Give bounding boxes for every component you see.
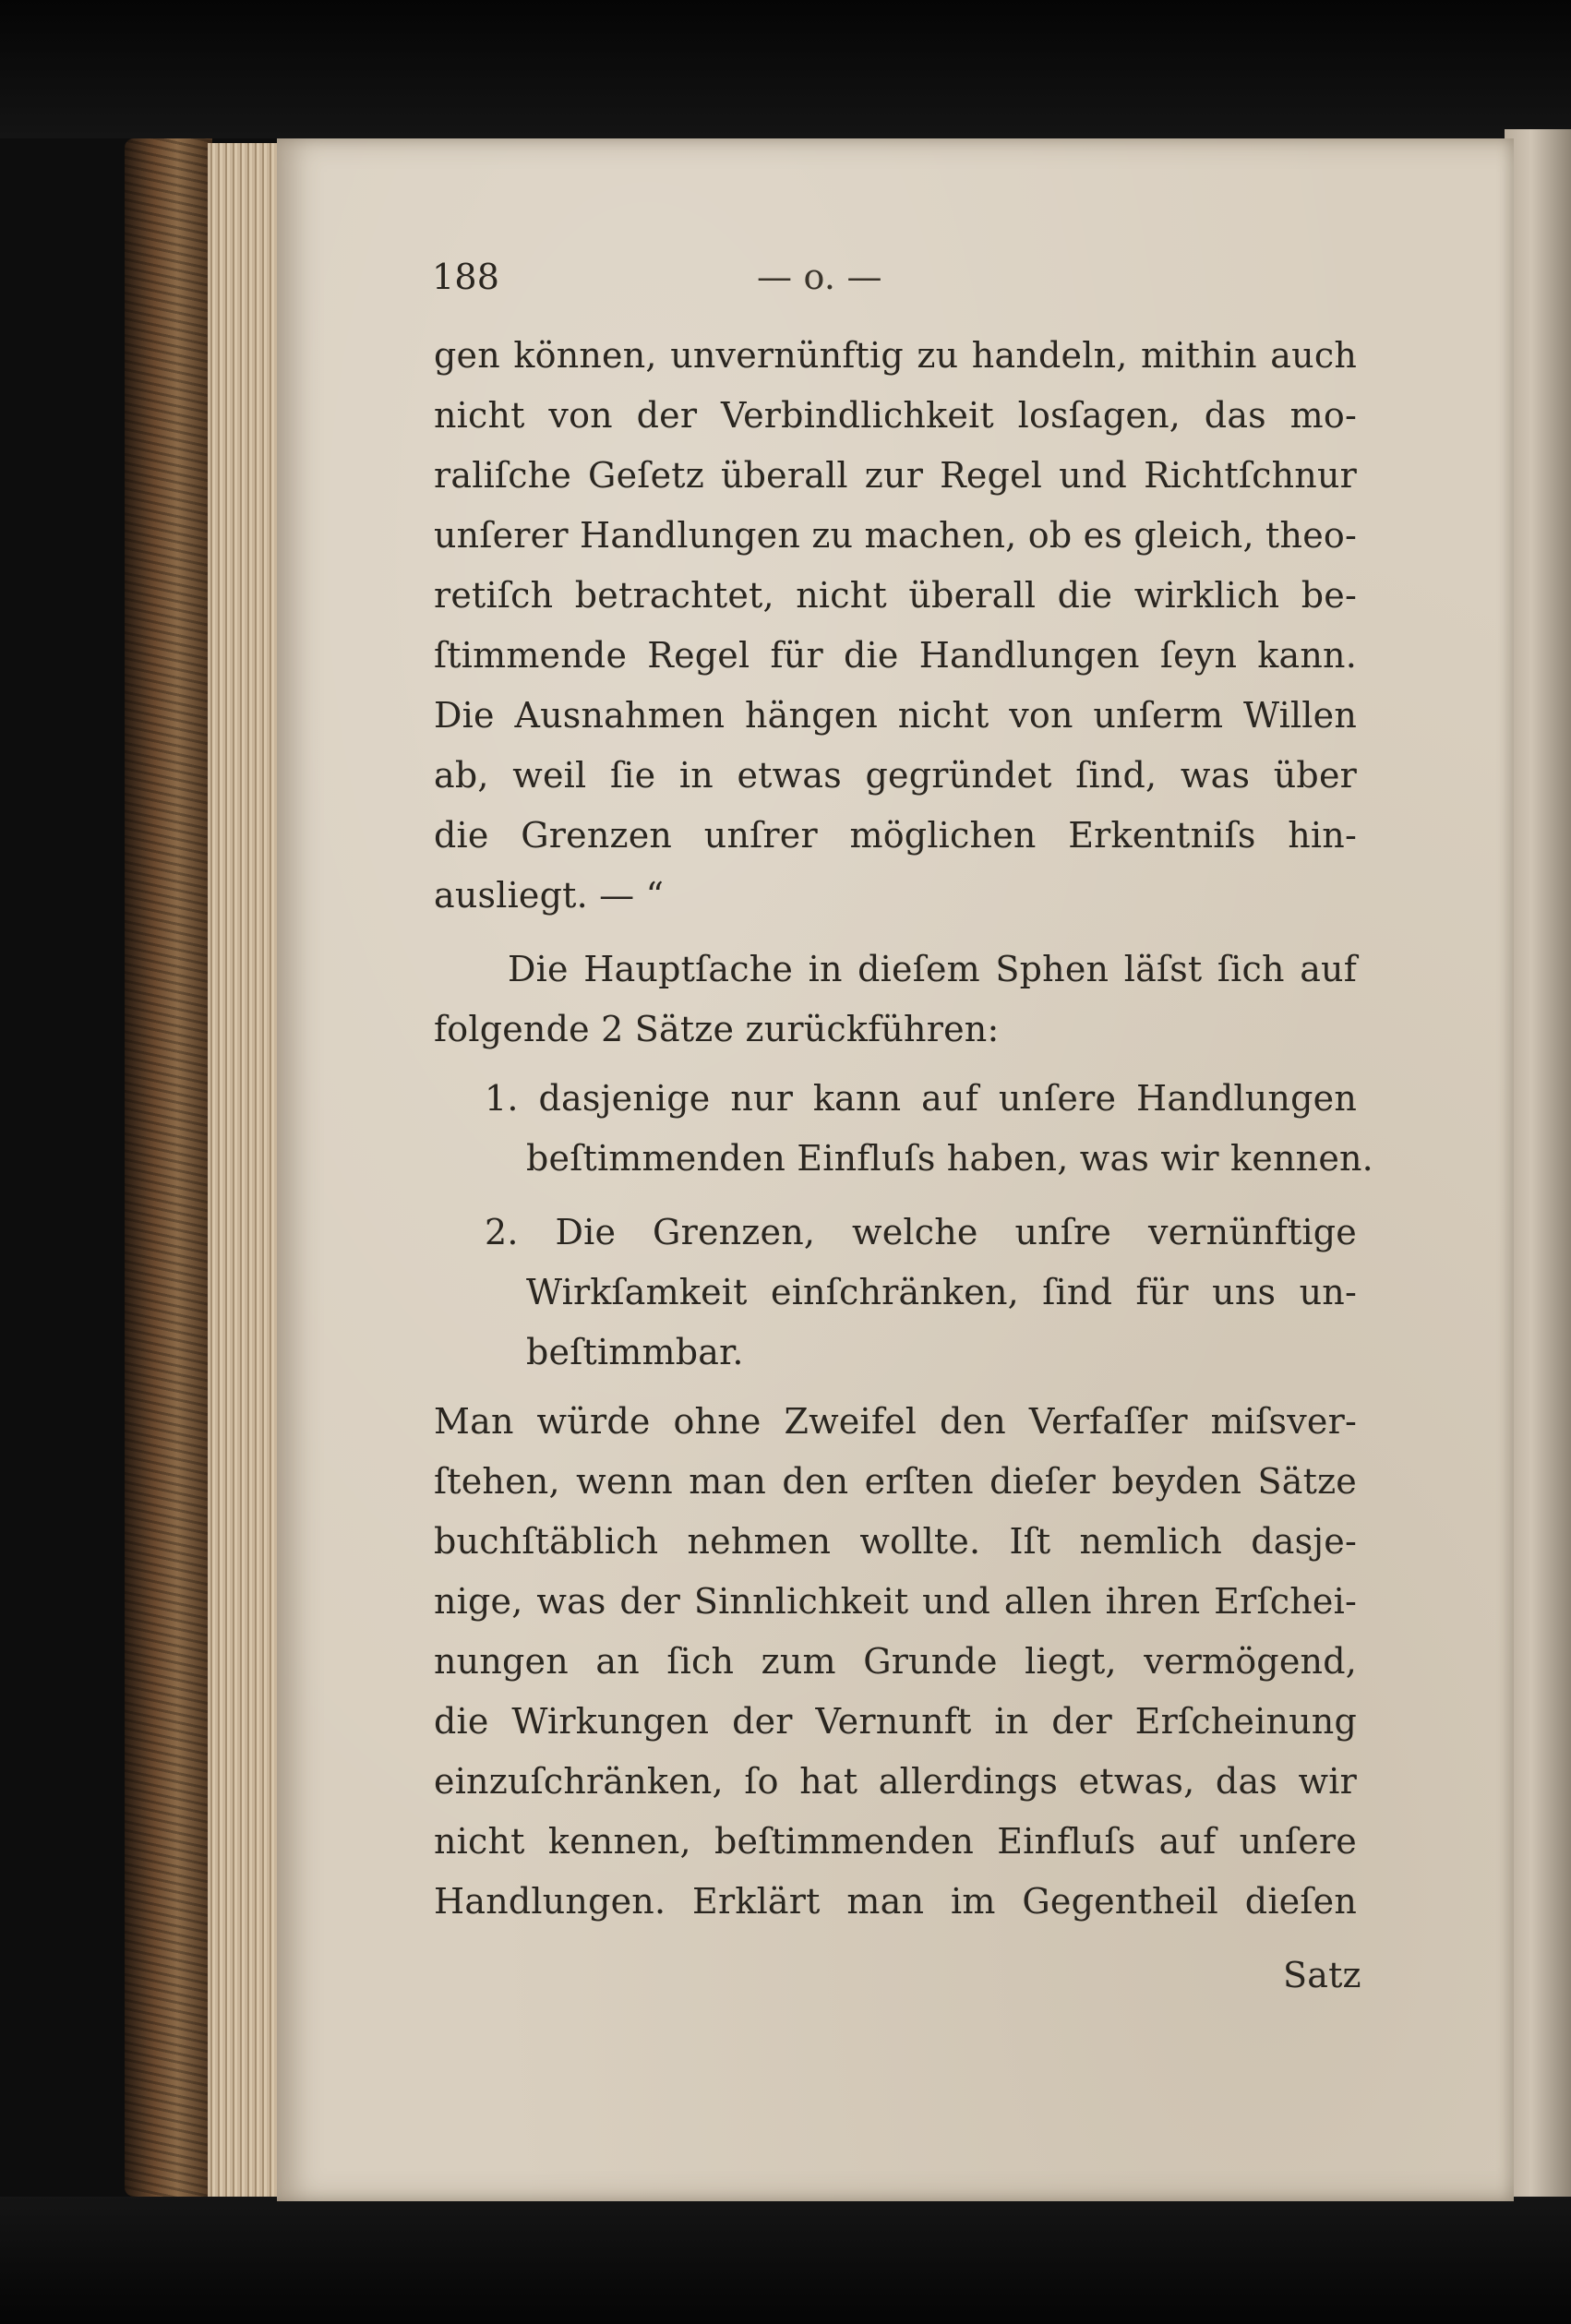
text-line: nicht kennen, beſtimmenden Einfluſs auf unſere xyxy=(434,1821,1357,1862)
text-line: nicht von der Verbindlichkeit losſagen, das mo- xyxy=(434,395,1357,436)
page-number: 188 xyxy=(432,257,500,297)
text-line: Man würde ohne Zweifel den Verfaſſer miſsver- xyxy=(434,1401,1357,1442)
background-shadow-bottom xyxy=(0,2197,1571,2324)
header-ornament: — o. — xyxy=(757,257,882,297)
list-item-1: 1. dasjenige nur kann auf unſere Handlungen xyxy=(485,1078,1357,1119)
text-line: nige, was der Sinnlichkeit und allen ihren Erſchei- xyxy=(434,1581,1357,1622)
text-line: einzuſchränken, ſo hat allerdings etwas, das wir xyxy=(434,1761,1357,1802)
text-line: raliſche Geſetz überall zur Regel und Richtſchnur xyxy=(434,455,1357,496)
next-page-edge xyxy=(1505,129,1571,2197)
text-line: nungen an ſich zum Grunde liegt, vermögend, xyxy=(434,1641,1357,1682)
book-cover-edge xyxy=(125,138,212,2197)
text-line: Die Ausnahmen hängen nicht von unſerm Willen xyxy=(434,695,1357,736)
text-line: beſtimmbar. xyxy=(526,1332,744,1372)
text-line: unſerer Handlungen zu machen, ob es gleich, theo- xyxy=(434,515,1357,556)
text-line: folgende 2 Sätze zurückführen: xyxy=(434,1009,1000,1049)
text-line: beſtimmenden Einfluſs haben, was wir kennen. xyxy=(526,1138,1373,1179)
text-line: ausliegt. — “ xyxy=(434,875,665,916)
text-line: ſtimmende Regel für die Handlungen ſeyn kann. xyxy=(434,635,1357,676)
text-line: gen können, unvernünftig zu handeln, mithin auch xyxy=(434,335,1357,376)
catchword: Satz xyxy=(1283,1955,1361,1995)
text-line: Die Hauptſache in dieſem Sphen läſst ſich auf xyxy=(508,949,1357,989)
page-block-edges xyxy=(208,143,282,2197)
list-item-2: 2. Die Grenzen, welche unſre vernünftige xyxy=(485,1212,1357,1252)
text-line: Handlungen. Erklärt man im Gegentheil dieſen xyxy=(434,1881,1357,1922)
book-page xyxy=(277,138,1514,2201)
text-line: ab, weil ſie in etwas gegründet ſind, was über xyxy=(434,755,1357,796)
background-shadow-top xyxy=(0,0,1571,138)
text-line: die Grenzen unſrer möglichen Erkentniſs hin- xyxy=(434,815,1357,856)
text-line: retiſch betrachtet, nicht überall die wirklich be- xyxy=(434,575,1357,616)
text-line: die Wirkungen der Vernunft in der Erſcheinung xyxy=(434,1701,1357,1742)
text-line: buchſtäblich nehmen wollte. Iſt nemlich dasje- xyxy=(434,1521,1357,1562)
text-line: ſtehen, wenn man den erſten dieſer beyden Sätze xyxy=(434,1461,1357,1502)
text-line: Wirkſamkeit einſchränken, ſind für uns un- xyxy=(526,1272,1357,1312)
